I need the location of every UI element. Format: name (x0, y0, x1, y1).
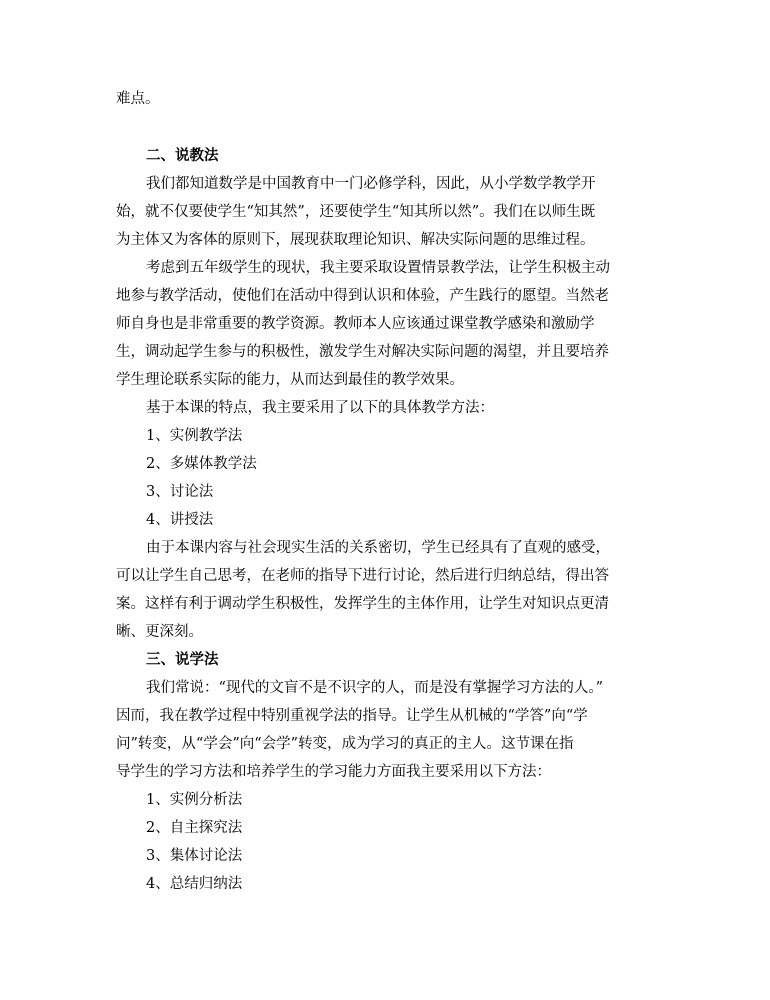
list-item: 2、多媒体教学法 (146, 456, 257, 472)
list-item: 3、集体讨论法 (146, 848, 243, 864)
text-line: 基于本课的特点，我主要采用了以下的具体教学方法： (146, 400, 494, 416)
text-line: 生，调动起学生参与的积极性，激发学生对解决实际问题的渴望，并且要培养 (116, 344, 609, 360)
text-line: 考虑到五年级学生的现状，我主要采取设置情景教学法，让学生积极主动 (146, 260, 610, 276)
text-line: 我们都知道数学是中国教育中一门必修学科，因此，从小学数学教学开 (146, 176, 596, 192)
list-item: 3、讨论法 (146, 484, 214, 500)
text-line: 晰、更深刻。 (116, 624, 203, 640)
text-line: 问”转变，从“学会”向“会学”转变，成为学习的真正的主人。这节课在指 (116, 736, 574, 752)
text-line: 案。这样有利于调动学生积极性，发挥学生的主体作用，让学生对知识点更清 (116, 596, 609, 612)
text-line: 导学生的学习方法和培养学生的学习能力方面我主要采用以下方法： (116, 764, 551, 780)
list-item: 1、实例分析法 (146, 792, 243, 808)
text-line: 始，就不仅要使学生“知其然”，还要使学生“知其所以然”。我们在以师生既 (116, 204, 596, 220)
text-line: 由于本课内容与社会现实生活的关系密切，学生已经具有了直观的感受， (146, 540, 610, 556)
text-line: 为主体又为客体的原则下，展现获取理论知识、解决实际问题的思维过程。 (116, 232, 595, 248)
text-line: 地参与教学活动，使他们在活动中得到认识和体验，产生践行的愿望。当然老 (116, 288, 609, 304)
section-heading: 三、说学法 (146, 651, 219, 668)
list-item: 4、总结归纳法 (146, 876, 243, 892)
list-item: 1、实例教学法 (146, 428, 243, 444)
text-line: 可以让学生自己思考，在老师的指导下进行讨论，然后进行归纳总结，得出答 (116, 568, 609, 584)
text-line: 因而，我在教学过程中特别重视学法的指导。让学生从机械的“学答”向“学 (116, 708, 588, 724)
list-item: 2、自主探究法 (146, 820, 243, 836)
list-item: 4、讲授法 (146, 512, 214, 528)
section-heading: 二、说教法 (146, 147, 219, 164)
text-line: 师自身也是非常重要的教学资源。教师本人应该通过课堂教学感染和激励学 (116, 316, 595, 332)
text-line: 我们常说：“现代的文盲不是不识字的人，而是没有掌握学习方法的人。” (146, 680, 604, 696)
text-line: 难点。 (116, 91, 160, 107)
text-line: 学生理论联系实际的能力，从而达到最佳的教学效果。 (116, 372, 464, 388)
